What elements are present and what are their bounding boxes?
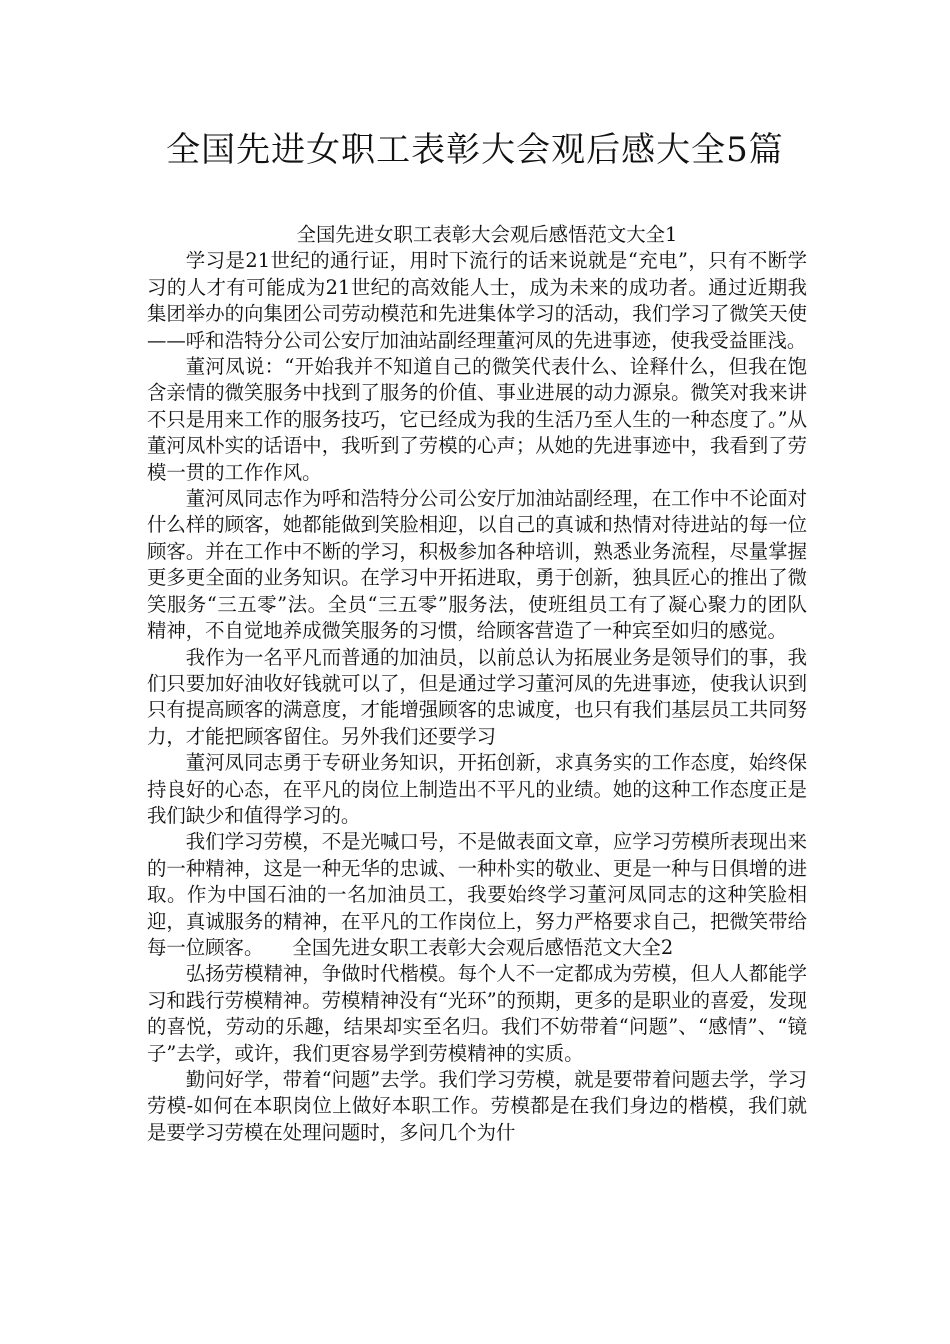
- paragraph: 学习是21世纪的通行证，用时下流行的话来说就是“充电”，只有不断学习的人才有可能成为21世纪的高效能人士，成为未来的成功者。通过近期我集团举办的向集团公司劳动模范和先进集体学习的活动，我们学习了微笑天使——呼和浩特分公司公安厅加油站副经理董河凤的先进事迹，使我受益匪浅。: [147, 249, 807, 352]
- paragraph: 勤问好学，带着“问题”去学。我们学习劳模，就是要带着问题去学，学习劳模-如何在本职岗位上做好本职工作。劳模都是在我们身边的楷模，我们就是要学习劳模在处理问题时，多问几个为什: [147, 1068, 807, 1144]
- paragraph: 我们学习劳模，不是光喊口号，不是做表面文章，应学习劳模所表现出来的一种精神，这是一种无华的忠诚、一种朴实的敬业、更是一种与日俱增的进取。作为中国石油的一名加油员工，我要始终学习董河凤同志的这种笑脸相迎，真诚服务的精神，在平凡的工作岗位上，努力严格要求自己，把微笑带给每一位顾客。 全国先进女职工表彰大会观后感悟范文大全2: [147, 830, 807, 959]
- section-heading: 全国先进女职工表彰大会观后感悟范文大全1: [296, 223, 678, 246]
- paragraph: 董河凤同志勇于专研业务知识，开拓创新，求真务实的工作态度，始终保持良好的心态，在平凡的岗位上制造出不平凡的业绩。她的这种工作态度正是我们缺少和值得学习的。: [147, 751, 807, 827]
- document-body: [147, 222, 807, 1146]
- paragraph: 弘扬劳模精神，争做时代楷模。每个人不一定都成为劳模，但人人都能学习和践行劳模精神。劳模精神没有“光环”的预期，更多的是职业的喜爱，发现的喜悦，劳动的乐趣，结果却实至名归。我们不妨带着“问题”、“感情”、“镜子”去学，或许，我们更容易学到劳模精神的实质。: [147, 962, 807, 1065]
- paragraph: 董河凤说：“开始我并不知道自己的微笑代表什么、诠释什么，但我在饱含亲情的微笑服务中找到了服务的价值、事业进展的动力源泉。微笑对我来讲不只是用来工作的服务技巧，它已经成为我的生活乃至人生的一种态度了。”从董河凤朴实的话语中，我听到了劳模的心声；从她的先进事迹中，我看到了劳模一贯的工作作风。: [147, 355, 807, 484]
- paragraph: 我作为一名平凡而普通的加油员，以前总认为拓展业务是领导们的事，我们只要加好油收好钱就可以了，但是通过学习董河凤的先进事迹，使我认识到只有提高顾客的满意度，才能增强顾客的忠诚度，也只有我们基层员工共同努力，才能把顾客留住。另外我们还要学习: [147, 645, 807, 748]
- document-title: 全国先进女职工表彰大会观后感大全5篇: [166, 130, 784, 170]
- paragraph: 董河凤同志作为呼和浩特分公司公安厅加油站副经理，在工作中不论面对什么样的顾客，她都能做到笑脸相迎，以自己的真诚和热情对待进站的每一位顾客。并在工作中不断的学习，积极参加各种培训，熟悉业务流程，尽量掌握更多更全面的业务知识。在学习中开拓进取，勇于创新，独具匠心的推出了微笑服务“三五零”法。全员“三五零”服务法，使班组员工有了凝心聚力的团队精神，不自觉地养成微笑服务的习惯，给顾客营造了一种宾至如归的感觉。: [147, 487, 807, 643]
